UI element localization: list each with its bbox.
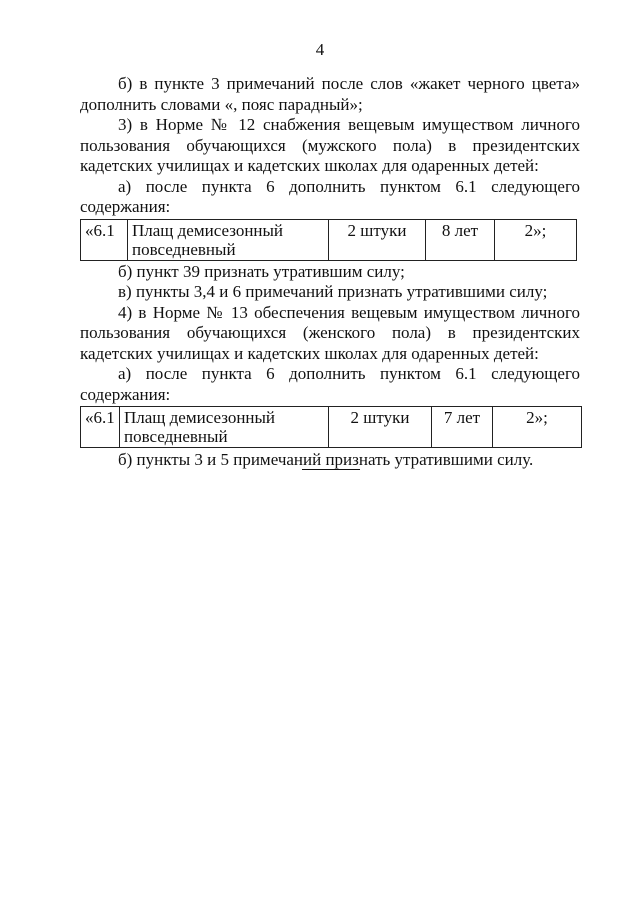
paragraph: 3) в Норме № 12 снабжения вещевым имуществом личного пользования обучающихся (мужского пола) в президентских кадетских училищах и кадетских школах для одаренных детей: [80, 115, 580, 175]
item-category-cell: 2»; [493, 407, 582, 448]
item-number-cell: «6.1 [81, 407, 120, 448]
paragraph: а) после пункта 6 дополнить пунктом 6.1 следующего содержания: [80, 176, 580, 216]
item-term-cell: 7 лет [432, 407, 493, 448]
item-name-cell: Плащ демисезонный повседневный [128, 219, 329, 260]
item-quantity-cell: 2 штуки [329, 219, 426, 260]
paragraph: 4) в Норме № 13 обеспечения вещевым имуществом личного пользования обучающихся (женского пола) в президентских кадетских училищах и кадетских школах для одаренных детей: [80, 302, 580, 363]
paragraph: в) пункты 3,4 и 6 примечаний признать утратившими силу; [118, 282, 548, 301]
item-name-cell: Плащ демисезонный повседневный [120, 407, 329, 448]
end-separator-line [302, 469, 360, 470]
item-category-cell: 2»; [495, 219, 577, 260]
document-body [80, 74, 580, 471]
item-quantity-cell: 2 штуки [329, 407, 432, 448]
page-number: 4 [315, 40, 325, 59]
table-row [81, 219, 577, 260]
item-number-cell: «6.1 [81, 219, 128, 260]
paragraph: б) пункт 39 признать утратившим силу; [118, 261, 405, 281]
paragraph: б) пункты 3 и 5 примечаний признать утратившими силу. [118, 450, 534, 469]
norm-13-table [80, 406, 582, 448]
table-row [81, 407, 582, 448]
norm-12-table [80, 219, 577, 261]
item-term-cell: 8 лет [426, 219, 495, 260]
paragraph: а) после пункта 6 дополнить пунктом 6.1 следующего содержания: [80, 364, 580, 404]
paragraph: б) в пункте 3 примечаний после слов «жакет черного цвета» дополнить словами «, пояс парадный»; [80, 74, 580, 114]
